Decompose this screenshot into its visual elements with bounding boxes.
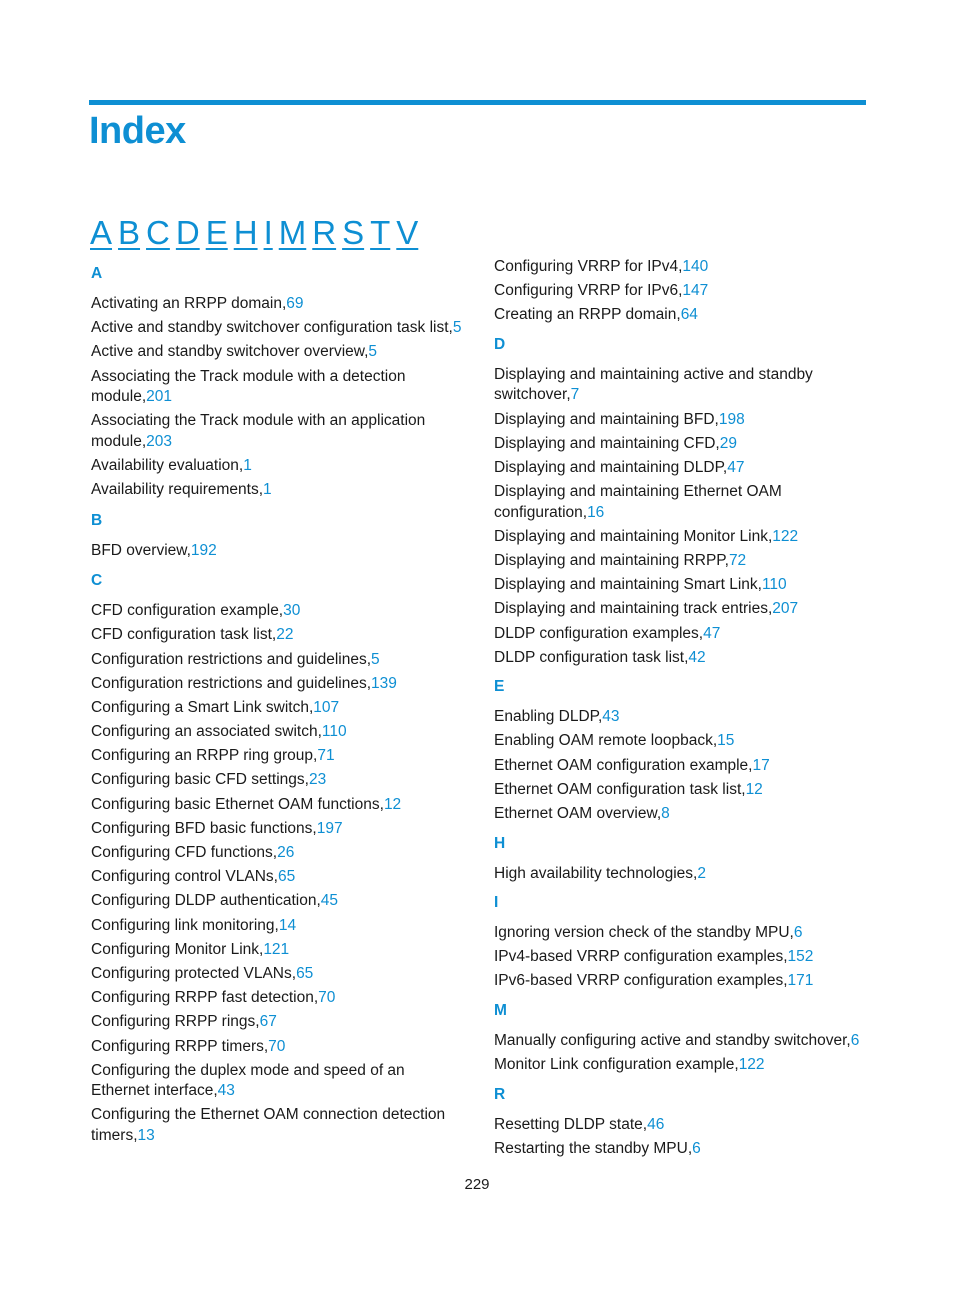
section-letter: E xyxy=(494,678,505,696)
entry-text: Configuring BFD basic functions, xyxy=(91,819,317,837)
letter-link-r[interactable]: R xyxy=(312,214,337,251)
entry-page-link[interactable]: 29 xyxy=(719,434,737,452)
index-entry xyxy=(494,804,866,825)
index-entry xyxy=(91,698,463,719)
index-section xyxy=(494,677,866,824)
entry-text: High availability technologies, xyxy=(494,864,698,882)
index-entry xyxy=(494,410,866,431)
entry-text: Configuring Monitor Link, xyxy=(91,940,264,958)
entry-page-link[interactable]: 197 xyxy=(316,819,343,837)
entry-page-link[interactable]: 46 xyxy=(647,1115,665,1133)
index-section xyxy=(91,511,463,562)
index-entry xyxy=(91,770,463,791)
entry-page-link[interactable]: 171 xyxy=(787,972,814,990)
index-entry xyxy=(91,891,463,912)
entry-text: Ethernet OAM configuration example, xyxy=(494,756,753,774)
entry-text: Configuring basic CFD settings, xyxy=(91,771,309,789)
index-entry xyxy=(91,674,463,695)
entry-page-link[interactable]: 43 xyxy=(602,708,620,726)
entry-text: Configuring protected VLANs, xyxy=(91,964,297,982)
entry-page-link[interactable]: 2 xyxy=(697,864,706,882)
entry-text: Displaying and maintaining active and standby switchover, xyxy=(494,365,813,404)
entry-page-link[interactable]: 72 xyxy=(728,552,747,569)
entry-text: Displaying and maintaining Ethernet OAM configuration, xyxy=(494,483,782,521)
entry-page-link[interactable]: 5 xyxy=(371,650,380,668)
index-column-left xyxy=(91,262,463,1150)
entry-text: Configuring DLDP authentication, xyxy=(91,892,321,910)
entry-text: Configuring an associated switch, xyxy=(91,723,322,741)
entry-page-link[interactable]: 70 xyxy=(318,989,336,1007)
index-entry xyxy=(91,964,463,985)
index-entry xyxy=(494,923,866,944)
entry-text: Configuring RRPP timers, xyxy=(91,1037,269,1055)
index-entry xyxy=(91,1037,463,1058)
index-entry xyxy=(494,257,866,278)
entry-text: CFD configuration task list, xyxy=(91,626,277,644)
entry-page-link[interactable]: 203 xyxy=(146,432,173,450)
index-entry xyxy=(494,1055,866,1076)
page-number: 229 xyxy=(464,1176,490,1193)
section-letter: R xyxy=(494,1085,506,1103)
entry-page-link[interactable]: 23 xyxy=(308,771,327,789)
entry-text: Configuring CFD functions, xyxy=(91,844,278,861)
index-entry xyxy=(494,707,866,728)
index-entry xyxy=(494,551,866,572)
index-section xyxy=(91,571,463,1146)
entry-page-link[interactable]: 6 xyxy=(850,1031,860,1049)
entry-page-link[interactable]: 15 xyxy=(717,732,735,750)
index-entry xyxy=(91,318,463,339)
entry-text: Displaying and maintaining Monitor Link, xyxy=(494,527,773,545)
entry-page-link[interactable]: 14 xyxy=(278,916,297,934)
entry-text: Monitor Link configuration example, xyxy=(494,1056,739,1074)
index-entry xyxy=(494,971,866,992)
entry-text: Ignoring version check of the standby MPU, xyxy=(494,924,794,941)
entry-text: IPv6-based VRRP configuration examples, xyxy=(494,972,788,990)
index-entry xyxy=(91,625,463,646)
entry-page-link[interactable]: 122 xyxy=(738,1056,765,1074)
entry-text: Availability evaluation, xyxy=(91,456,244,474)
index-entry xyxy=(91,795,463,816)
index-entry xyxy=(91,541,463,562)
entry-page-link[interactable]: 43 xyxy=(217,1082,235,1100)
title-rule xyxy=(89,100,866,105)
entry-text: Configuration restrictions and guidelines, xyxy=(91,650,372,668)
entry-page-link[interactable]: 121 xyxy=(263,940,290,958)
index-entry xyxy=(494,947,866,968)
entry-page-link[interactable]: 47 xyxy=(727,458,745,476)
entry-page-link[interactable]: 69 xyxy=(286,295,304,312)
entry-text: Configuration restrictions and guidelines, xyxy=(91,674,372,692)
index-entry xyxy=(494,575,866,596)
index-entry xyxy=(91,722,463,743)
entry-text: Ethernet OAM configuration task list, xyxy=(494,780,746,798)
index-entry xyxy=(91,601,463,622)
letter-link-a[interactable]: A xyxy=(90,214,113,251)
entry-text: Activating an RRPP domain, xyxy=(91,295,287,312)
entry-text: Configuring RRPP rings, xyxy=(91,1013,260,1031)
index-entry xyxy=(91,819,463,840)
entry-page-link[interactable]: 152 xyxy=(787,948,814,966)
entry-page-link[interactable]: 1 xyxy=(263,481,272,499)
letter-link-d[interactable]: D xyxy=(175,214,200,251)
entry-page-link[interactable]: 12 xyxy=(745,780,763,798)
entry-text: Associating the Track module with a detection module, xyxy=(91,367,406,406)
entry-page-link[interactable]: 7 xyxy=(570,386,580,404)
letter-link-c[interactable]: C xyxy=(146,214,170,251)
entry-page-link[interactable]: 67 xyxy=(259,1013,277,1031)
index-entry xyxy=(494,1139,866,1160)
index-section xyxy=(494,1001,866,1076)
entry-text: Configuring the Ethernet OAM connection detection timers, xyxy=(91,1106,446,1144)
entry-text: IPv4-based VRRP configuration examples, xyxy=(494,948,788,966)
entry-text: Configuring an RRPP ring group, xyxy=(91,747,318,765)
entry-page-link[interactable]: 122 xyxy=(772,527,799,545)
entry-text: Active and standby switchover overview, xyxy=(91,343,369,361)
entry-page-link[interactable]: 70 xyxy=(268,1037,286,1055)
entry-page-link[interactable]: 192 xyxy=(190,541,217,559)
entry-page-link[interactable]: 42 xyxy=(688,648,706,666)
index-entry xyxy=(91,650,463,671)
letter-link-s[interactable]: S xyxy=(342,214,365,251)
entry-text: Configuring control VLANs, xyxy=(91,868,278,886)
entry-page-link[interactable]: 45 xyxy=(320,892,339,910)
entry-page-link[interactable]: 110 xyxy=(761,576,787,594)
entry-text: Displaying and maintaining Smart Link, xyxy=(494,576,762,594)
entry-text: CFD configuration example, xyxy=(91,602,284,620)
entry-page-link[interactable]: 17 xyxy=(752,756,770,774)
entry-page-link[interactable]: 1 xyxy=(243,456,252,474)
index-entry xyxy=(494,599,866,620)
index-entry xyxy=(494,780,866,801)
entry-page-link[interactable]: 65 xyxy=(296,964,314,982)
entry-page-link[interactable]: 5 xyxy=(368,343,378,361)
index-section xyxy=(494,257,866,326)
index-entry xyxy=(91,456,463,477)
index-entry xyxy=(494,305,866,326)
index-section xyxy=(494,335,866,668)
letter-nav xyxy=(90,213,424,253)
section-letter: M xyxy=(494,1001,507,1019)
index-section xyxy=(494,1085,866,1160)
entry-text: Configuring basic Ethernet OAM functions, xyxy=(91,795,384,813)
entry-text: Enabling OAM remote loopback, xyxy=(494,732,718,750)
entry-page-link[interactable]: 16 xyxy=(587,503,605,521)
page-title: Index xyxy=(89,110,186,152)
index-entry xyxy=(494,281,866,302)
entry-page-link[interactable]: 71 xyxy=(317,747,335,765)
index-entry xyxy=(494,624,866,645)
index-section xyxy=(91,264,463,501)
entry-page-link[interactable]: 26 xyxy=(277,844,295,861)
index-entry xyxy=(91,867,463,888)
entry-page-link[interactable]: 107 xyxy=(313,698,340,716)
index-entry xyxy=(91,1105,463,1146)
index-entry xyxy=(91,480,463,501)
entry-text: Ethernet OAM overview, xyxy=(494,805,662,822)
entry-page-link[interactable]: 64 xyxy=(680,306,698,324)
entry-text: Manually configuring active and standby switchover, xyxy=(494,1031,851,1049)
index-entry xyxy=(91,1012,463,1033)
entry-page-link[interactable]: 22 xyxy=(276,626,294,644)
entry-text: Associating the Track module with an application module, xyxy=(91,412,426,450)
index-column-right xyxy=(494,257,866,1163)
entry-text: Availability requirements, xyxy=(91,481,264,499)
entry-text: Configuring VRRP for IPv6, xyxy=(494,282,683,300)
entry-page-link[interactable]: 139 xyxy=(371,674,397,692)
entry-page-link[interactable]: 8 xyxy=(661,805,670,822)
index-entry xyxy=(494,482,866,523)
index-entry xyxy=(494,434,866,455)
entry-page-link[interactable]: 201 xyxy=(146,388,173,406)
entry-text: Enabling DLDP, xyxy=(494,708,603,726)
entry-page-link[interactable]: 12 xyxy=(383,795,402,813)
index-entry xyxy=(91,746,463,767)
entry-text: BFD overview, xyxy=(91,541,191,559)
index-entry xyxy=(91,1061,463,1102)
entry-page-link[interactable]: 30 xyxy=(283,602,301,620)
section-letter: I xyxy=(494,894,499,911)
index-entry xyxy=(494,731,866,752)
entry-text: Displaying and maintaining DLDP, xyxy=(494,458,728,476)
entry-text: Displaying and maintaining CFD, xyxy=(494,434,720,452)
index-entry xyxy=(494,756,866,777)
index-section xyxy=(494,834,866,885)
letter-link-h[interactable]: H xyxy=(233,214,258,251)
index-entry xyxy=(494,458,866,479)
index-entry xyxy=(494,648,866,669)
index-entry xyxy=(91,988,463,1009)
index-entry xyxy=(91,940,463,961)
section-letter: D xyxy=(494,335,506,353)
index-entry xyxy=(91,843,463,864)
entry-page-link[interactable]: 6 xyxy=(793,924,803,941)
entry-page-link[interactable]: 147 xyxy=(682,282,709,300)
index-entry xyxy=(91,342,463,363)
section-letter: B xyxy=(91,511,103,529)
index-entry xyxy=(91,916,463,937)
entry-text: Displaying and maintaining RRPP, xyxy=(494,552,729,569)
entry-text: Restarting the standby MPU, xyxy=(494,1139,693,1157)
letter-link-v[interactable]: V xyxy=(396,214,419,251)
entry-text: Displaying and maintaining BFD, xyxy=(494,410,719,428)
entry-page-link[interactable]: 207 xyxy=(772,600,799,618)
section-letter: H xyxy=(494,834,506,852)
entry-text: Creating an RRPP domain, xyxy=(494,306,681,324)
entry-page-link[interactable]: 110 xyxy=(321,723,347,741)
entry-page-link[interactable]: 65 xyxy=(277,868,296,886)
letter-link-e[interactable]: E xyxy=(205,214,228,251)
index-entry xyxy=(494,527,866,548)
letter-link-m[interactable]: M xyxy=(278,214,307,251)
section-letter: A xyxy=(91,265,103,282)
entry-text: Configuring link monitoring, xyxy=(91,916,279,934)
index-entry xyxy=(494,365,866,406)
entry-page-link[interactable]: 140 xyxy=(682,258,709,275)
entry-page-link[interactable]: 47 xyxy=(703,624,721,642)
letter-link-i[interactable]: I xyxy=(263,214,273,251)
entry-text: Configuring RRPP fast detection, xyxy=(91,989,319,1007)
index-entry xyxy=(91,411,463,452)
entry-page-link[interactable]: 13 xyxy=(137,1126,155,1144)
letter-link-b[interactable]: B xyxy=(118,214,141,251)
entry-text: Active and standby switchover configuration task list, xyxy=(91,319,453,337)
section-letter: C xyxy=(91,572,103,590)
entry-text: DLDP configuration task list, xyxy=(494,648,689,666)
entry-text: Configuring the duplex mode and speed of an Ethernet interface, xyxy=(91,1061,405,1100)
index-entry xyxy=(494,864,866,885)
entry-page-link[interactable]: 198 xyxy=(718,410,745,428)
entry-text: Resetting DLDP state, xyxy=(494,1115,648,1133)
entry-page-link[interactable]: 5 xyxy=(452,319,462,337)
index-entry xyxy=(91,294,463,315)
letter-link-t[interactable]: T xyxy=(370,214,391,251)
entry-text: DLDP configuration examples, xyxy=(494,624,704,642)
index-section xyxy=(494,893,866,992)
entry-text: Displaying and maintaining track entries, xyxy=(494,600,773,618)
entry-page-link[interactable]: 6 xyxy=(692,1139,701,1157)
index-entry xyxy=(494,1031,866,1052)
index-entry xyxy=(91,367,463,408)
entry-text: Configuring a Smart Link switch, xyxy=(91,698,314,716)
index-entry xyxy=(494,1115,866,1136)
entry-text: Configuring VRRP for IPv4, xyxy=(494,258,683,275)
